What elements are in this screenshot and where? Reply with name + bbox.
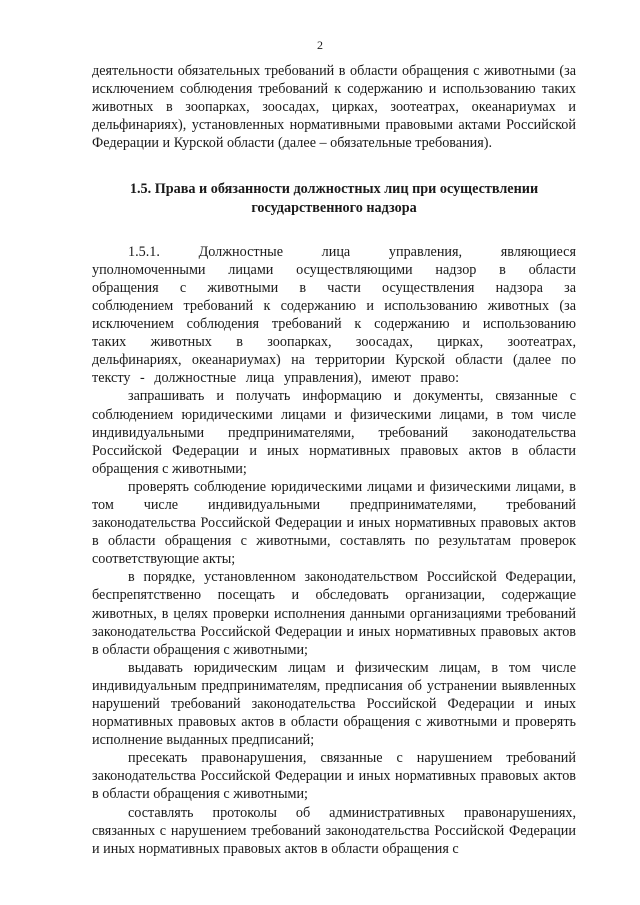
right-item-4: выдавать юридическим лицам и физическим лицам, в том числе индивидуальным предпринимателям, предписания об устранении выявленных нарушений требований законодательства Российской Федерации и иных нормативных правовых актов в области обращения с животными и проверять исполнение выданных предписаний; [92, 659, 576, 749]
section-heading: 1.5. Права и обязанности должностных лиц при осуществлении государственного надзора [129, 181, 539, 216]
right-item-3: в порядке, установленном законодательством Российской Федерации, беспрепятственно посещать и обследовать организации, содержащие животных, в целях проверки исполнения данными организациями требований законодательства Российской Федерации и иных нормативных правовых актов в области обращения с животными; [92, 569, 576, 658]
right-item-6: составлять протоколы об административных правонарушениях, связанных с нарушением требований законодательства Российской Федерации и иных нормативных правовых актов в области обращения с [92, 804, 576, 857]
right-item-5: пресекать правонарушения, связанные с нарушением требований законодательства Российской Федерации и иных нормативных правовых актов в области обращения с животными; [92, 750, 576, 803]
document-body [92, 62, 576, 858]
clause-1-5-1: 1.5.1. Должностные лица управления, являющиеся уполномоченными лицами осуществляющими надзор в области обращения с животными в части осуществления надзора за соблюдением требований к содержанию и использованию животных (за исключением соблюдения требований к содержанию и использованию таких животных в зоопарках, зоосадах, цирках, зоотеатрах, дельфинариях, океанариумах) на территории Курской области (далее по тексту - должностные лица управления), имеют право: [92, 243, 576, 387]
right-item-1: запрашивать и получать информацию и документы, связанные с соблюдением юридическими лицами и физическими лицами, в том числе индивидуальными предпринимателями, требований законодательства Российской Федерации и иных нормативных правовых актов в области обращения с животными; [92, 388, 576, 477]
right-item-2: проверять соблюдение юридическими лицами и физическими лицами, в том числе индивидуальными предпринимателями, требований законодательства Российской Федерации и иных нормативных правовых актов в области обращения с животными, составлять по результатам проверок соответствующие акты; [92, 478, 576, 568]
paragraph-continuation: деятельности обязательных требований в области обращения с животными (за исключением соблюдения требований к содержанию и использованию таких животных в зоопарках, зоосадах, цирках, зоотеатрах, океанариумах и дельфинариях), установленных нормативными правовыми актами Российской Федерации и Курской области (далее – обязательные требования). [92, 63, 576, 152]
page-number: 2 [317, 38, 323, 52]
